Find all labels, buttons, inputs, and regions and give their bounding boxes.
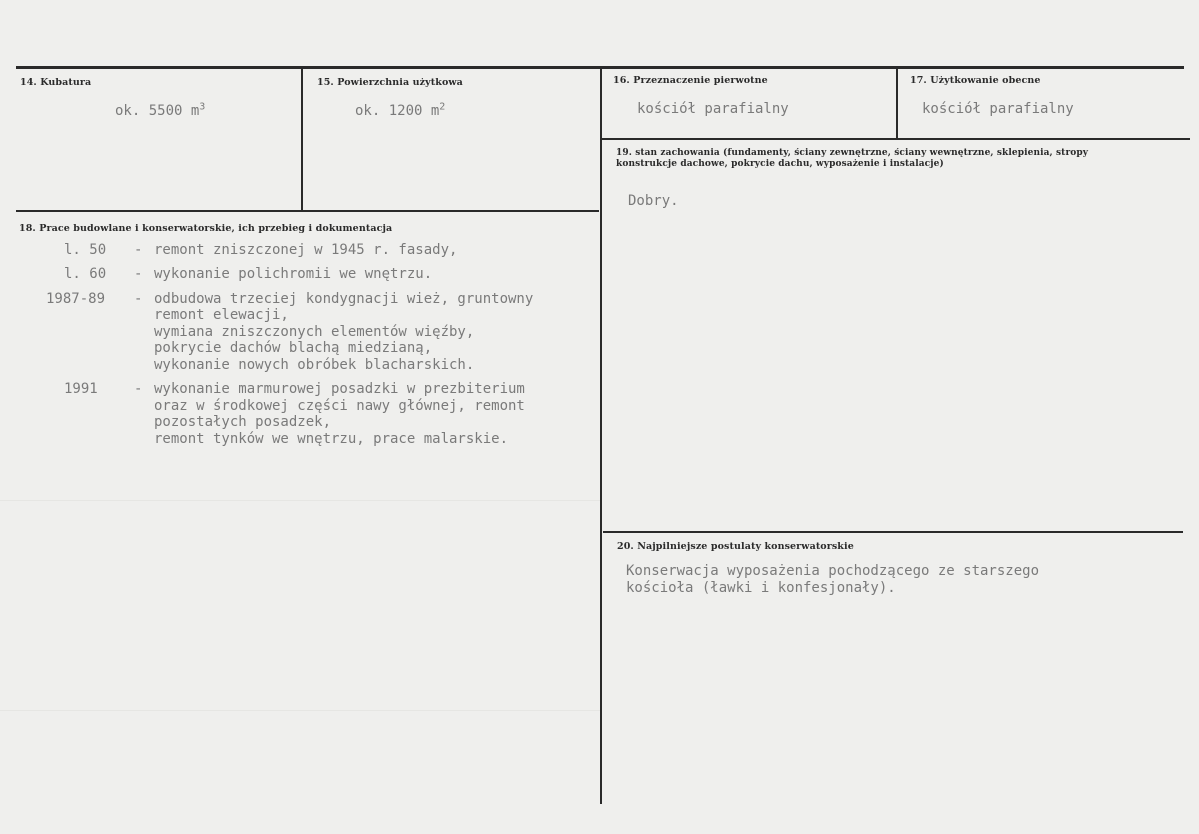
entry-line: pozostałych posadzek, xyxy=(154,414,332,430)
field-19-label-line1: 19. stan zachowania (fundamenty, ściany zewnętrzne, ściany wewnętrzne, sklepienia, stropy xyxy=(616,148,1089,158)
divider-16-17 xyxy=(896,68,898,139)
entry-year: l. 50 xyxy=(64,242,107,258)
rule-14-15-bottom xyxy=(16,210,599,212)
entry-dash: - xyxy=(134,266,143,282)
entry-line: wykonanie polichromii we wnętrzu. xyxy=(154,266,433,282)
entry-dash: - xyxy=(134,381,143,397)
field-18-label: 18. Prace budowlane i konserwatorskie, ich przebieg i dokumentacja xyxy=(19,223,393,234)
field-16-label: 16. Przeznaczenie pierwotne xyxy=(613,75,768,86)
field-19-label-line2: konstrukcje dachowe, pokrycie dachu, wyposażenie i instalacje) xyxy=(616,159,944,169)
field-14-label: 14. Kubatura xyxy=(20,77,92,88)
field-15-value: ok. 1200 $m^2$ xyxy=(355,101,446,119)
field-20-line: Konserwacja wyposażenia pochodzącego ze starszego xyxy=(626,563,1040,579)
field-16-value: kościół parafialny xyxy=(637,101,789,117)
entry-line: wykonanie marmurowej posadzki w prezbiterium xyxy=(154,381,525,397)
entry-line: wykonanie nowych obróbek blacharskich. xyxy=(154,357,475,373)
entry-line: oraz w środkowej części nawy głównej, remont xyxy=(154,398,525,414)
entry-dash: - xyxy=(134,291,143,307)
entry-line: remont zniszczonej w 1945 r. fasady, xyxy=(154,242,458,258)
field-15-label: 15. Powierzchnia użytkowa xyxy=(317,77,463,88)
rule-16-17-bottom xyxy=(600,138,1190,140)
entry-year: 1987-89 xyxy=(46,291,106,307)
entry-line: odbudowa trzeciej kondygnacji wież, gruntowny xyxy=(154,291,534,307)
divider-main xyxy=(600,68,602,804)
entry-line: remont tynków we wnętrzu, prace malarskie. xyxy=(154,431,509,447)
entry-line: remont elewacji, xyxy=(154,307,289,323)
field-20-line: kościoła (ławki i konfesjonały). xyxy=(626,580,896,596)
field-20-label: 20. Najpilniejsze postulaty konserwatorskie xyxy=(617,541,854,552)
faint-line xyxy=(0,710,600,711)
entry-year: l. 60 xyxy=(64,266,107,282)
entry-dash: - xyxy=(134,242,143,258)
field-17-label: 17. Użytkowanie obecne xyxy=(910,75,1041,86)
field-14-value: ok. 5500 $m^3$ xyxy=(115,101,206,119)
rule-19-bottom xyxy=(603,531,1183,533)
field-19-value: Dobry. xyxy=(628,193,679,209)
field-17-value: kościół parafialny xyxy=(922,101,1074,117)
entry-year: 1991 xyxy=(64,381,98,397)
entry-line: wymiana zniszczonych elementów więźby, xyxy=(154,324,475,340)
faint-line xyxy=(0,500,600,501)
divider-14-15 xyxy=(301,68,303,211)
entry-line: pokrycie dachów blachą miedzianą, xyxy=(154,340,433,356)
